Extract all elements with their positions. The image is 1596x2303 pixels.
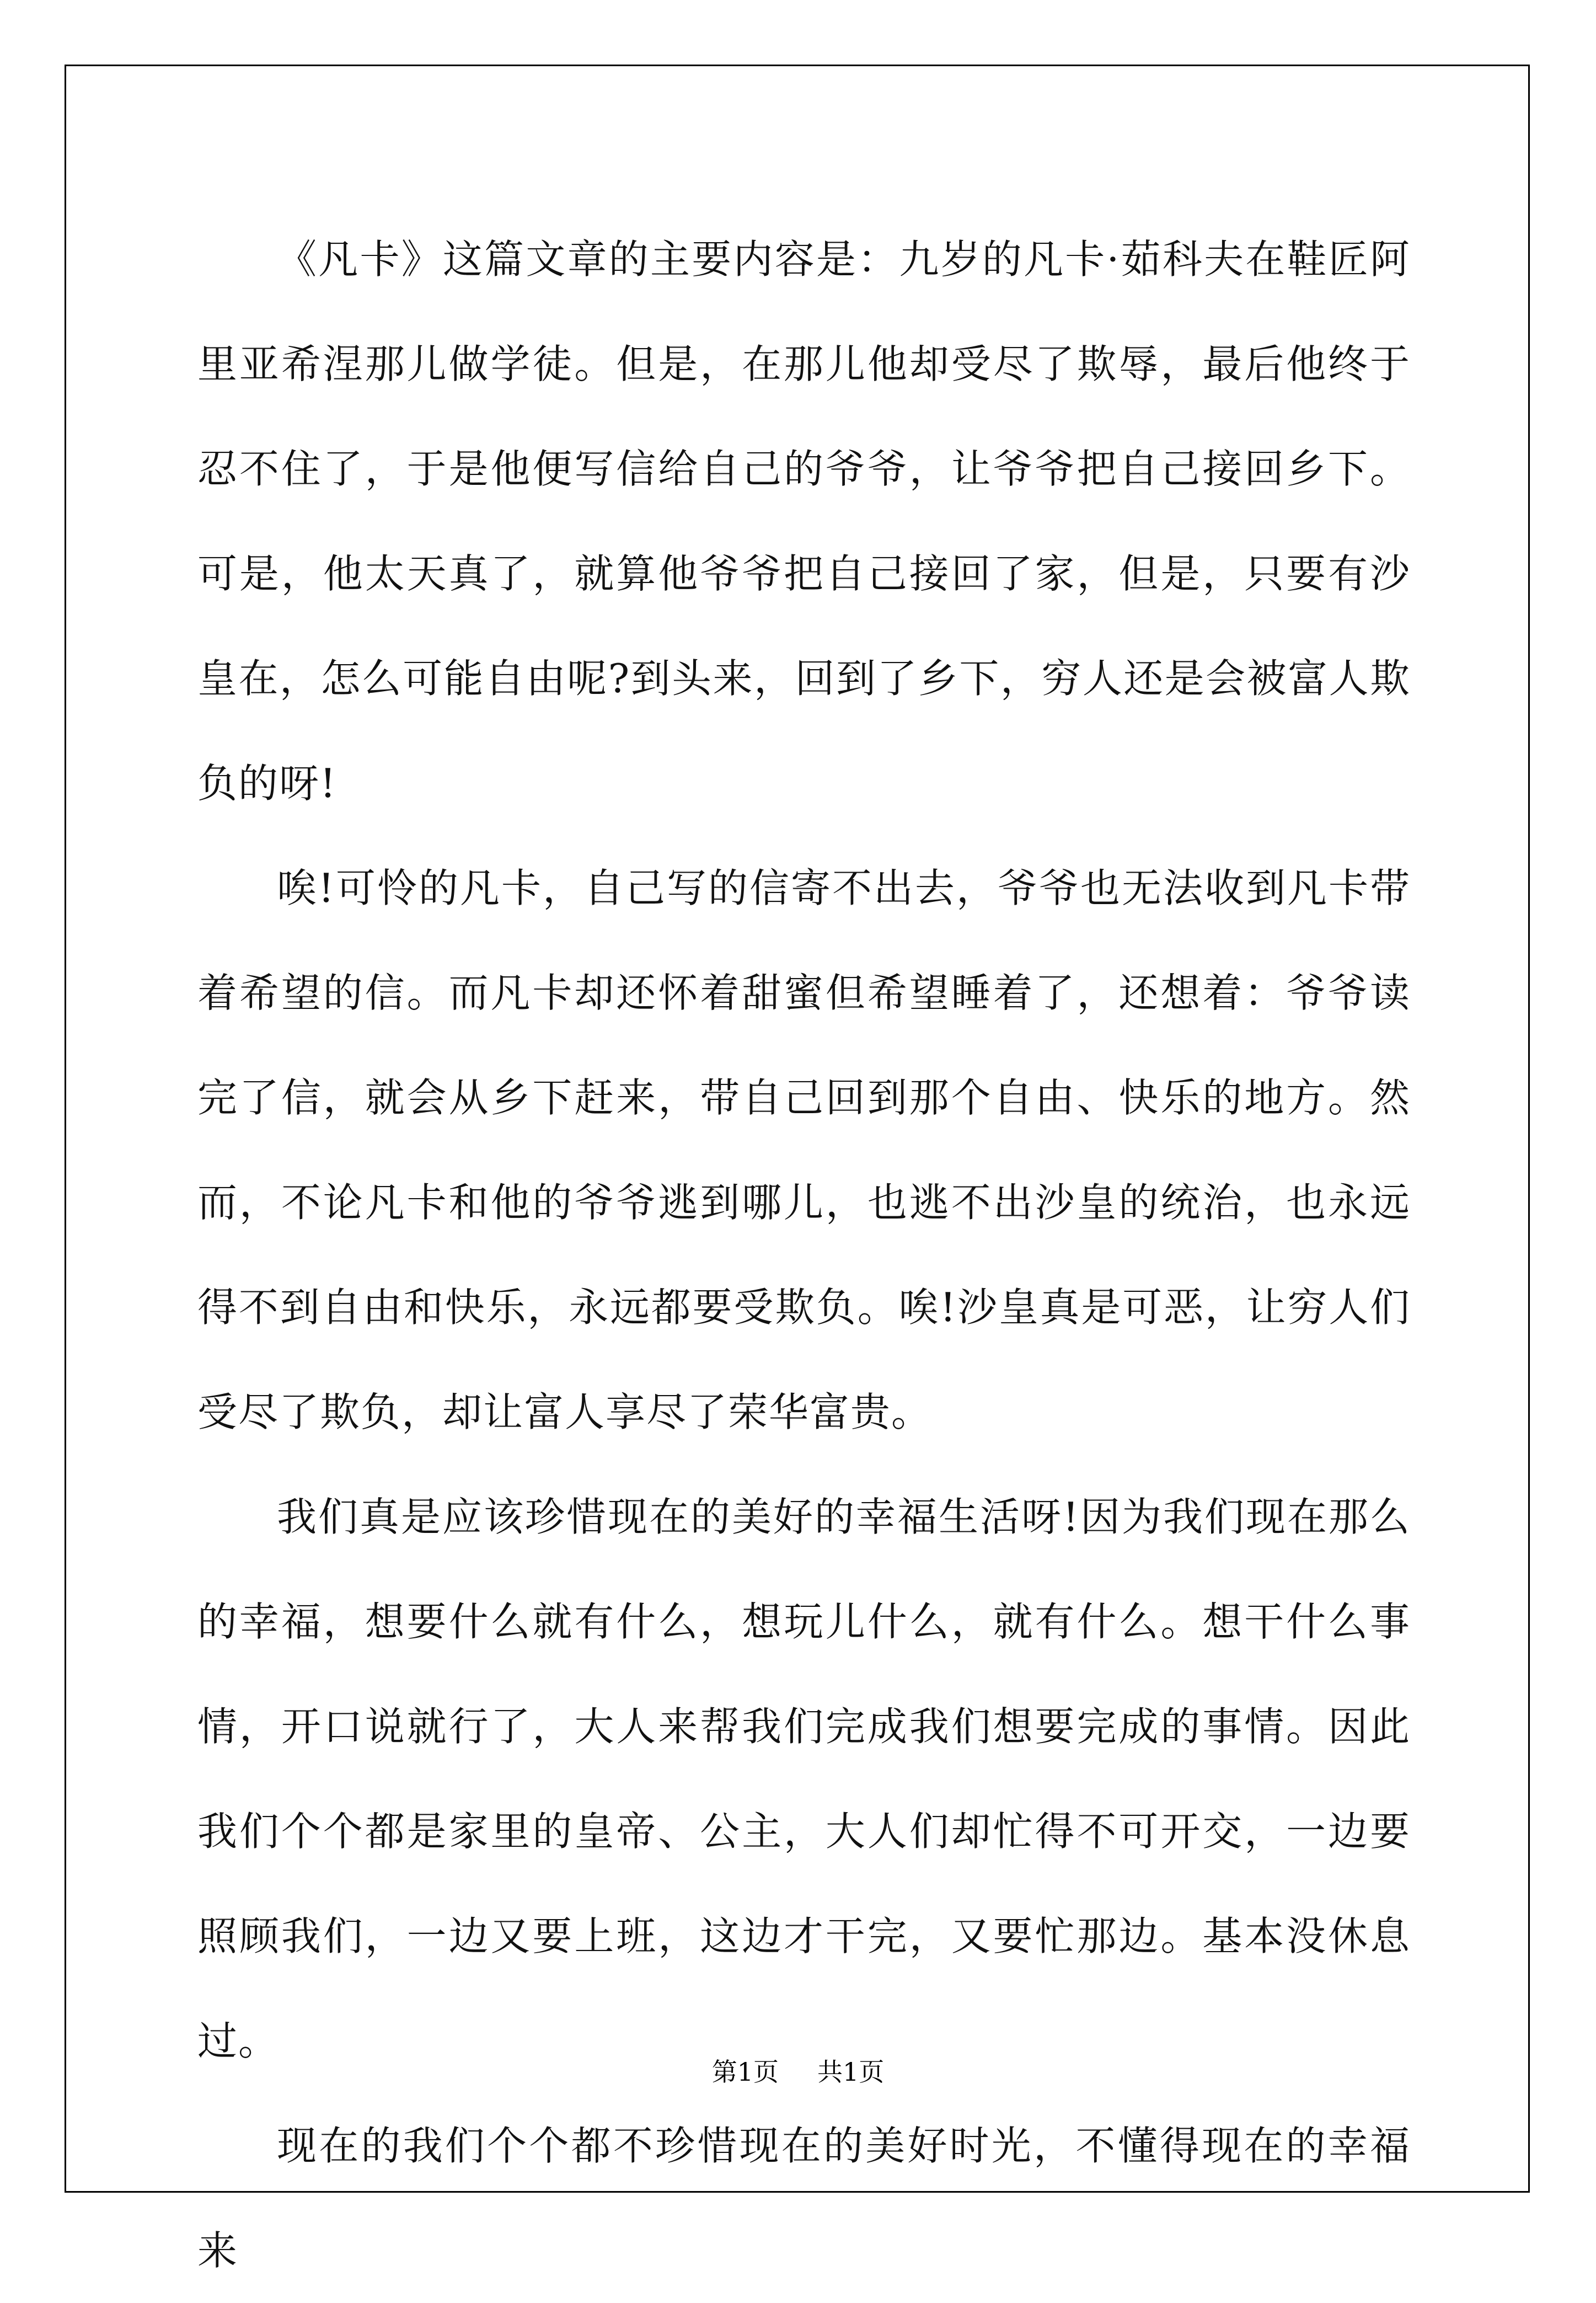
page-number-total: 共1页 [817, 2057, 885, 2087]
page-footer [0, 2055, 1596, 2088]
paragraph-3: 我们真是应该珍惜现在的美好的幸福生活呀!因为我们现在那么的幸福，想要什么就有什么，想玩儿什么，就有什么。想干什么事情，开口说就行了，大人来帮我们完成我们想要完成的事情。因此我们个个都是家里的皇帝、公主，大人们却忙得不可开交，一边要照顾我们，一边又要上班，这边才干完，又要忙那边。基本没休息过。 [197, 1494, 1411, 2064]
page-number-current: 第1页 [711, 2057, 779, 2087]
paragraph-4: 现在的我们个个都不珍惜现在的美好时光，不懂得现在的幸福来 [197, 2123, 1411, 2274]
paragraph-1: 《凡卡》这篇文章的主要内容是：九岁的凡卡·茹科夫在鞋匠阿里亚希涅那儿做学徒。但是，在那儿他却受尽了欺辱，最后他终于忍不住了，于是他便写信给自己的爷爷，让爷爷把自己接回乡下。可是，他太天真了，就算他爷爷把自己接回了家，但是，只要有沙皇在，怎么可能自由呢?到头来，回到了乡下，穷人还是会被富人欺负的呀! [197, 236, 1411, 806]
document-body [197, 207, 1411, 2303]
paragraph-2: 唉!可怜的凡卡，自己写的信寄不出去，爷爷也无法收到凡卡带着希望的信。而凡卡却还怀着甜蜜但希望睡着了，还想着：爷爷读完了信，就会从乡下赶来，带自己回到那个自由、快乐的地方。然而，不论凡卡和他的爷爷逃到哪儿，也逃不出沙皇的统治，也永远得不到自由和快乐，永远都要受欺负。唉!沙皇真是可恶，让穷人们受尽了欺负，却让富人享尽了荣华富贵。 [197, 865, 1411, 1435]
